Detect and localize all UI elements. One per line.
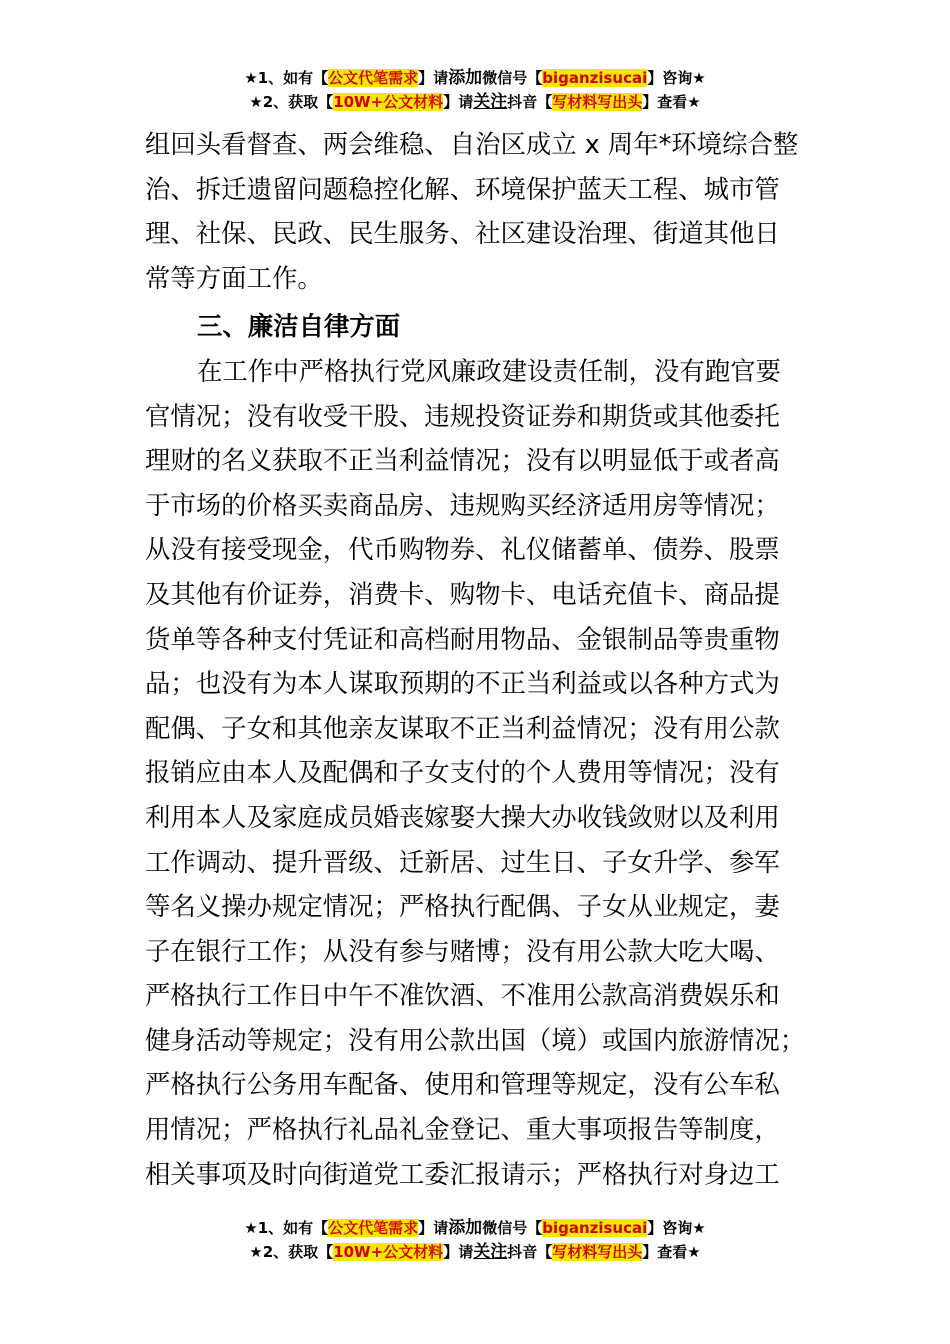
- text-line: 治、拆迁遗留问题稳控化解、环境保护蓝天工程、城市管: [145, 173, 780, 204]
- banner-highlight: biganzisucai: [542, 69, 648, 87]
- text-line: 从没有接受现金，代币购物券、礼仪储蓄单、债券、股票: [145, 534, 780, 565]
- text-line: 常等方面工作。: [145, 262, 323, 293]
- text-line: 在工作中严格执行党风廉政建设责任制，没有跑官要: [197, 355, 781, 386]
- text-line: 组回头看督查、两会维稳、自治区成立 x 周年*环境综合整: [145, 129, 799, 159]
- banner-highlight: 公文代笔需求: [328, 69, 419, 87]
- text-line: 货单等各种支付凭证和高档耐用物品、金银制品等贵重物: [145, 623, 780, 654]
- text-line: 理财的名义获取不正当利益情况；没有以明显低于或者高: [145, 445, 780, 476]
- text-line: 相关事项及时向街道党工委汇报请示；严格执行对身边工: [145, 1158, 780, 1189]
- text-line: 报销应由本人及配偶和子女支付的个人费用等情况；没有: [145, 757, 780, 788]
- text-line: 品；也没有为本人谋取预期的不正当利益或以各种方式为: [145, 668, 780, 699]
- banner-line-2: ★2、获取【10W+公文材料】请关注抖音【写材料写出头】查看★: [249, 92, 701, 112]
- text-line: 工作调动、提升晋级、迁新居、过生日、子女升学、参军: [145, 846, 780, 877]
- text-line: 官情况；没有收受干股、违规投资证券和期货或其他委托: [145, 400, 780, 431]
- paragraph-continuation: [145, 122, 805, 300]
- text-line: 严格执行工作日中午不准饮酒、不准用公款高消费娱乐和: [145, 980, 780, 1011]
- paragraph-integrity: [145, 349, 805, 1196]
- text-line: 健身活动等规定；没有用公款出国（境）或国内旅游情况；: [145, 1024, 806, 1055]
- banner-highlight: 公文代笔需求: [328, 1219, 419, 1237]
- banner-highlight: biganzisucai: [542, 1219, 648, 1237]
- banner-highlight: 写材料写出头: [552, 93, 643, 111]
- banner-highlight: 10W+公文材料: [333, 1243, 444, 1261]
- text-line: 用情况；严格执行礼品礼金登记、重大事项报告等制度，: [145, 1114, 780, 1145]
- banner-line-2: ★2、获取【10W+公文材料】请关注抖音【写材料写出头】查看★: [249, 1242, 701, 1262]
- banner-highlight: 10W+公文材料: [333, 93, 444, 111]
- text-line: 及其他有价证券，消费卡、购物卡、电话充值卡、商品提: [145, 578, 780, 609]
- text-line: 理、社保、民政、民生服务、社区建设治理、街道其他日: [145, 218, 780, 249]
- banner-line-1: ★1、如有【公文代笔需求】请添加微信号【biganzisucai】咨询★: [244, 68, 706, 88]
- section-heading: 三、廉洁自律方面: [197, 311, 401, 342]
- text-line: 配偶、子女和其他亲友谋取不正当利益情况；没有用公款: [145, 712, 780, 743]
- banner-highlight: 写材料写出头: [552, 1243, 643, 1261]
- text-line: 子在银行工作；从没有参与赌博；没有用公款大吃大喝、: [145, 935, 780, 966]
- top-banner: [0, 66, 950, 114]
- text-line: 严格执行公务用车配备、使用和管理等规定，没有公车私: [145, 1069, 780, 1100]
- bottom-banner: [0, 1216, 950, 1264]
- text-line: 利用本人及家庭成员婚丧嫁娶大操大办收钱敛财以及利用: [145, 801, 780, 832]
- text-line: 等名义操办规定情况；严格执行配偶、子女从业规定，妻: [145, 891, 780, 922]
- banner-line-1: ★1、如有【公文代笔需求】请添加微信号【biganzisucai】咨询★: [244, 1218, 706, 1238]
- document-body: [145, 122, 805, 1196]
- text-line: 于市场的价格买卖商品房、违规购买经济适用房等情况；: [145, 489, 780, 520]
